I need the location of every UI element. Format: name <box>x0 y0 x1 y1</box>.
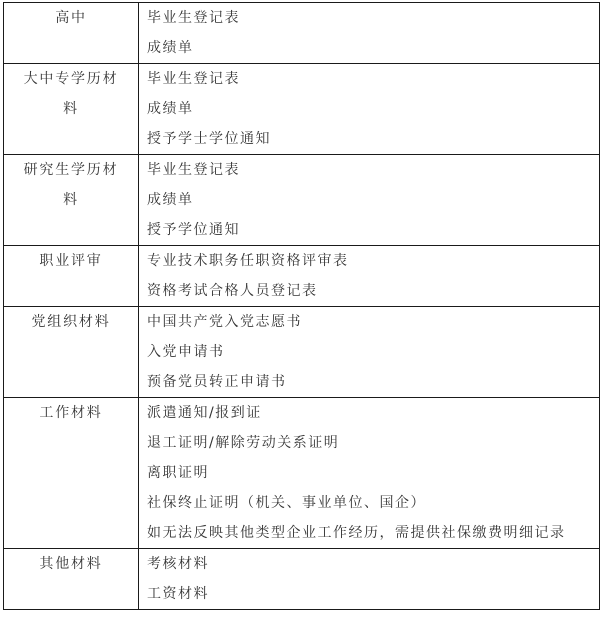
table-row <box>4 64 600 155</box>
materials-cell <box>139 3 600 64</box>
material-item: 离职证明 <box>147 465 209 481</box>
material-item: 工资材料 <box>147 586 209 602</box>
table-row <box>4 549 600 610</box>
category-cell <box>4 549 139 610</box>
materials-cell <box>139 398 600 549</box>
material-item: 中国共产党入党志愿书 <box>147 314 302 330</box>
table-row <box>4 246 600 307</box>
material-item: 如无法反映其他类型企业工作经历，需提供社保缴费明细记录 <box>147 525 566 541</box>
material-item: 退工证明/解除劳动关系证明 <box>147 435 340 451</box>
category-cell <box>4 64 139 155</box>
table-body <box>4 3 600 610</box>
material-item: 毕业生登记表 <box>147 162 240 178</box>
materials-cell <box>139 246 600 307</box>
materials-cell <box>139 307 600 398</box>
category-cell <box>4 3 139 64</box>
material-item: 派遣通知/报到证 <box>147 405 262 421</box>
category-label: 大中专学历材料 <box>23 71 119 117</box>
material-item: 成绩单 <box>147 101 194 117</box>
material-item: 毕业生登记表 <box>147 71 240 87</box>
material-item: 专业技术职务任职资格评审表 <box>147 253 349 269</box>
material-item: 成绩单 <box>147 192 194 208</box>
materials-cell <box>139 549 600 610</box>
material-item: 社保终止证明（机关、事业单位、国企） <box>147 495 426 511</box>
category-label: 职业评审 <box>39 253 103 269</box>
category-cell <box>4 155 139 246</box>
material-item: 预备党员转正申请书 <box>147 374 287 390</box>
material-item: 授予学士学位通知 <box>147 131 271 147</box>
category-cell <box>4 398 139 549</box>
category-label: 高中 <box>55 10 87 26</box>
material-item: 毕业生登记表 <box>147 10 240 26</box>
materials-cell <box>139 64 600 155</box>
table-row <box>4 3 600 64</box>
material-item: 授予学位通知 <box>147 222 240 238</box>
category-label: 研究生学历材料 <box>23 162 119 208</box>
materials-cell <box>139 155 600 246</box>
category-label: 工作材料 <box>39 405 103 421</box>
archive-materials-table <box>3 2 600 610</box>
material-item: 成绩单 <box>147 40 194 56</box>
material-item: 考核材料 <box>147 556 209 572</box>
material-item: 资格考试合格人员登记表 <box>147 283 318 299</box>
table-row <box>4 307 600 398</box>
table-row <box>4 398 600 549</box>
material-item: 入党申请书 <box>147 344 225 360</box>
category-cell <box>4 307 139 398</box>
category-cell <box>4 246 139 307</box>
category-label: 其他材料 <box>39 556 103 572</box>
table-row <box>4 155 600 246</box>
category-label: 党组织材料 <box>31 314 111 330</box>
